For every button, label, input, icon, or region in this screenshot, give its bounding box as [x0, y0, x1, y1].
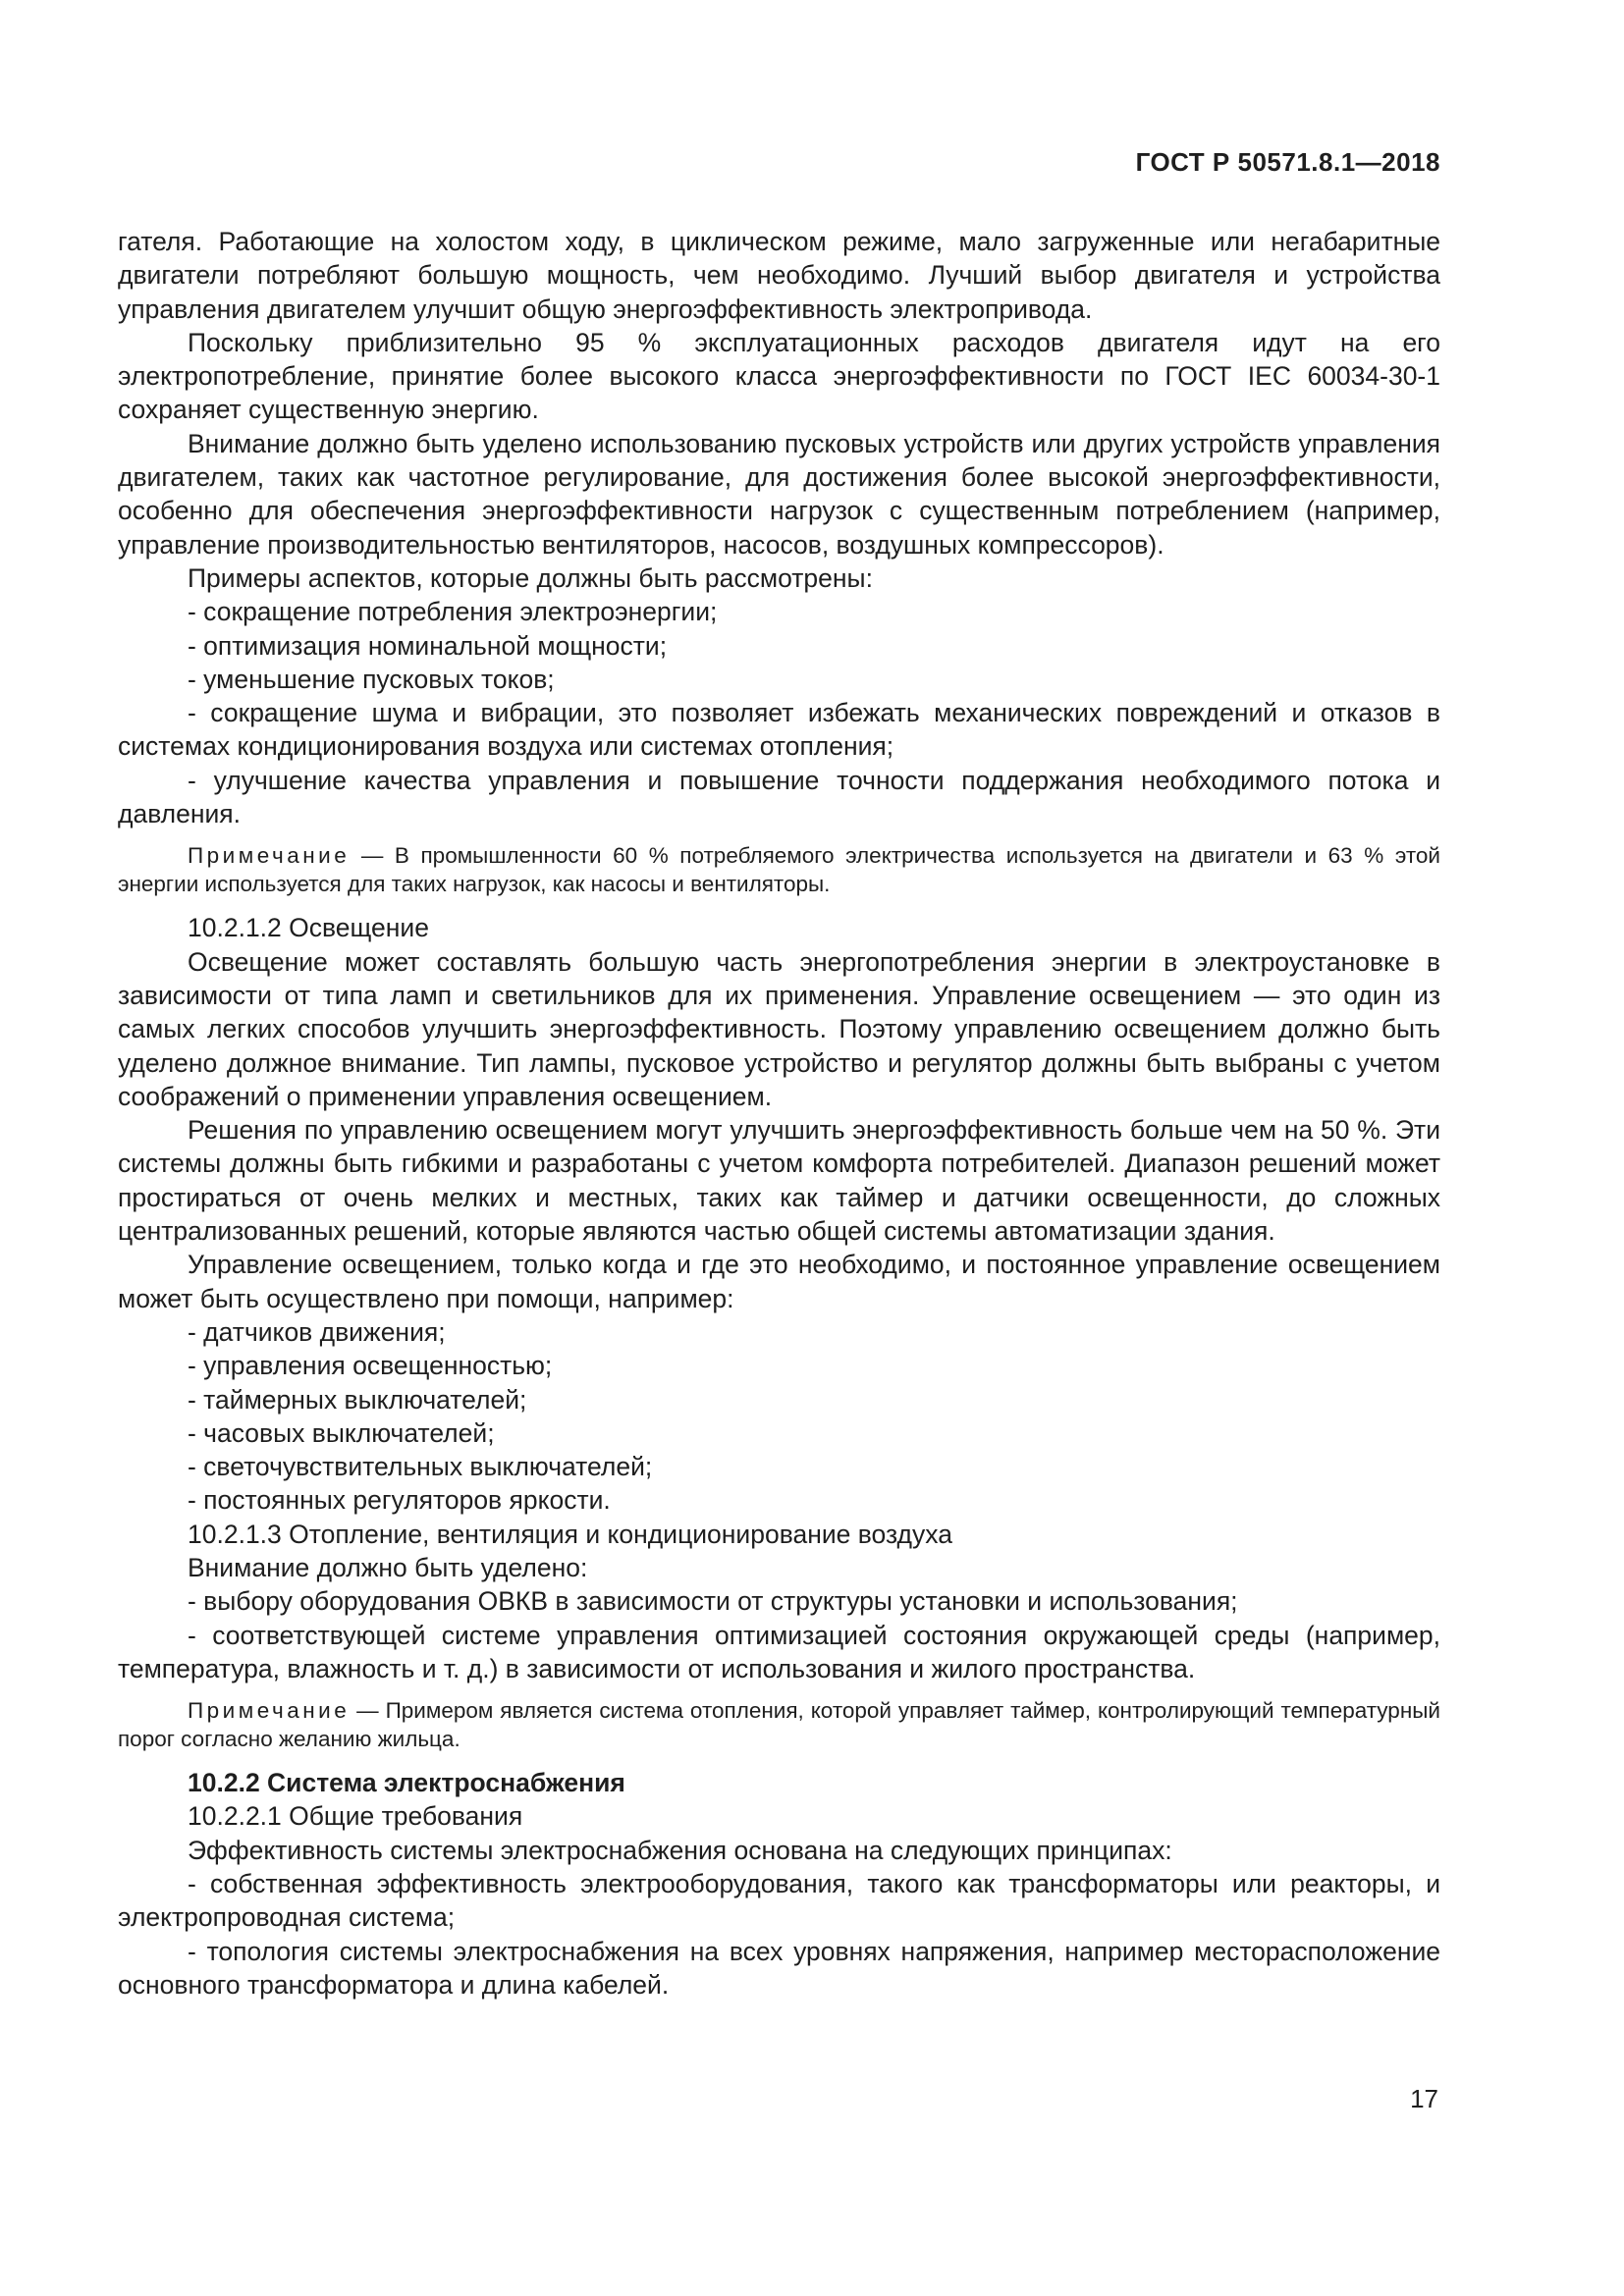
page-content: [118, 225, 1440, 2002]
standard-header: ГОСТ Р 50571.8.1—2018: [1135, 147, 1440, 177]
list-item: - таймерных выключателей;: [188, 1384, 527, 1415]
paragraph: гателя. Работающие на холостом ходу, в циклическом режиме, мало загруженные или негабаритные двигатели потребляют большую мощность, чем необходимо. Лучший выбор двигателя и устройства управления двигателем улучшит общую энергоэффективность электропривода.: [118, 227, 1440, 324]
list-item: - оптимизация номинальной мощности;: [188, 630, 668, 661]
list-item: - соответствующей системе управления оптимизацией состояния окружающей среды (например, температура, влажность и т. д.) в зависимости от использования и жилого пространства.: [118, 1620, 1440, 1683]
list-item: - постоянных регуляторов яркости.: [188, 1485, 611, 1516]
paragraph: Эффективность системы электроснабжения основана на следующих принципах:: [188, 1835, 1172, 1865]
list-item: - сокращение потребления электроэнергии;: [188, 597, 718, 627]
list-item: - улучшение качества управления и повышение точности поддержания необходимого потока и давления.: [118, 765, 1440, 829]
list-item: - топология системы электроснабжения на всех уровнях напряжения, например месторасположение основного трансформатора и длина кабелей.: [118, 1936, 1440, 2000]
list-item: - часовых выключателей;: [188, 1417, 495, 1448]
note-label: Примечание: [188, 843, 351, 869]
paragraph: Поскольку приблизительно 95 % эксплуатационных расходов двигателя идут на его электропотребление, принятие более высокого класса энергоэффективности по ГОСТ IEC 60034-30-1 сохраняет существенную энергию.: [118, 327, 1440, 425]
note-text: — В промышленности 60 % потребляемого электричества используется на двигатели и 63 % этой энергии используется для таких нагрузок, как насосы и вентиляторы.: [118, 843, 1440, 897]
list-item: - уменьшение пусковых токов;: [188, 664, 555, 694]
paragraph: Управление освещением, только когда и где это необходимо, и постоянное управление освещением может быть осуществлено при помощи, например:: [118, 1250, 1440, 1313]
list-item: - светочувствительных выключателей;: [188, 1452, 653, 1482]
section-heading-bold: 10.2.2 Система электроснабжения: [188, 1768, 625, 1798]
list-item: - управления освещенностью;: [188, 1351, 553, 1381]
note-text: — Примером является система отопления, которой управляет таймер, контролирующий температурный порог согласно желанию жильца.: [118, 1698, 1440, 1752]
note: [118, 841, 1440, 898]
section-heading: 10.2.1.2 Освещение: [188, 913, 429, 943]
paragraph: Освещение может составлять большую часть энергопотребления энергии в электроустановке в зависимости от типа ламп и светильников для их применения. Управление освещением — это один из самых легких способов улучшить энергоэффективность. Поэтому управлению освещением должно быть уделено должное внимание. Тип лампы, пусковое устройство и регулятор должны быть выбраны с учетом соображений о применении управления освещением.: [118, 946, 1440, 1111]
list-item: - датчиков движения;: [188, 1316, 446, 1347]
note-label: Примечание: [188, 1698, 351, 1724]
paragraph: Внимание должно быть уделено:: [188, 1552, 588, 1582]
note: [118, 1696, 1440, 1753]
paragraph: Решения по управлению освещением могут улучшить энергоэффективность больше чем на 50 %. Эти системы должны быть гибкими и разработаны с учетом комфорта потребителей. Диапазон решений может простираться от очень мелких и местных, таких как таймер и датчики освещенности, до сложных централизованных решений, которые являются частью общей системы автоматизации здания.: [118, 1115, 1440, 1247]
section-heading: 10.2.2.1 Общие требования: [188, 1801, 523, 1832]
page-number: 17: [1410, 2084, 1438, 2113]
section-heading: 10.2.1.3 Отопление, вентиляция и кондиционирование воздуха: [188, 1519, 952, 1549]
paragraph: Примеры аспектов, которые должны быть рассмотрены:: [188, 562, 873, 593]
list-item: - сокращение шума и вибрации, это позволяет избежать механических повреждений и отказов в системах кондиционирования воздуха или системах отопления;: [118, 698, 1440, 762]
paragraph: Внимание должно быть уделено использованию пусковых устройств или других устройств управления двигателем, таких как частотное регулирование, для достижения более высокой энергоэффективности, особенно для обеспечения энергоэффективности нагрузок с существенным потреблением (например, управление производительностью вентиляторов, насосов, воздушных компрессоров).: [118, 428, 1440, 560]
list-item: - выбору оборудования ОВКВ в зависимости от структуры установки и использования;: [188, 1586, 1238, 1617]
list-item: - собственная эффективность электрооборудования, такого как трансформаторы или реакторы, и электропроводная система;: [118, 1869, 1440, 1933]
